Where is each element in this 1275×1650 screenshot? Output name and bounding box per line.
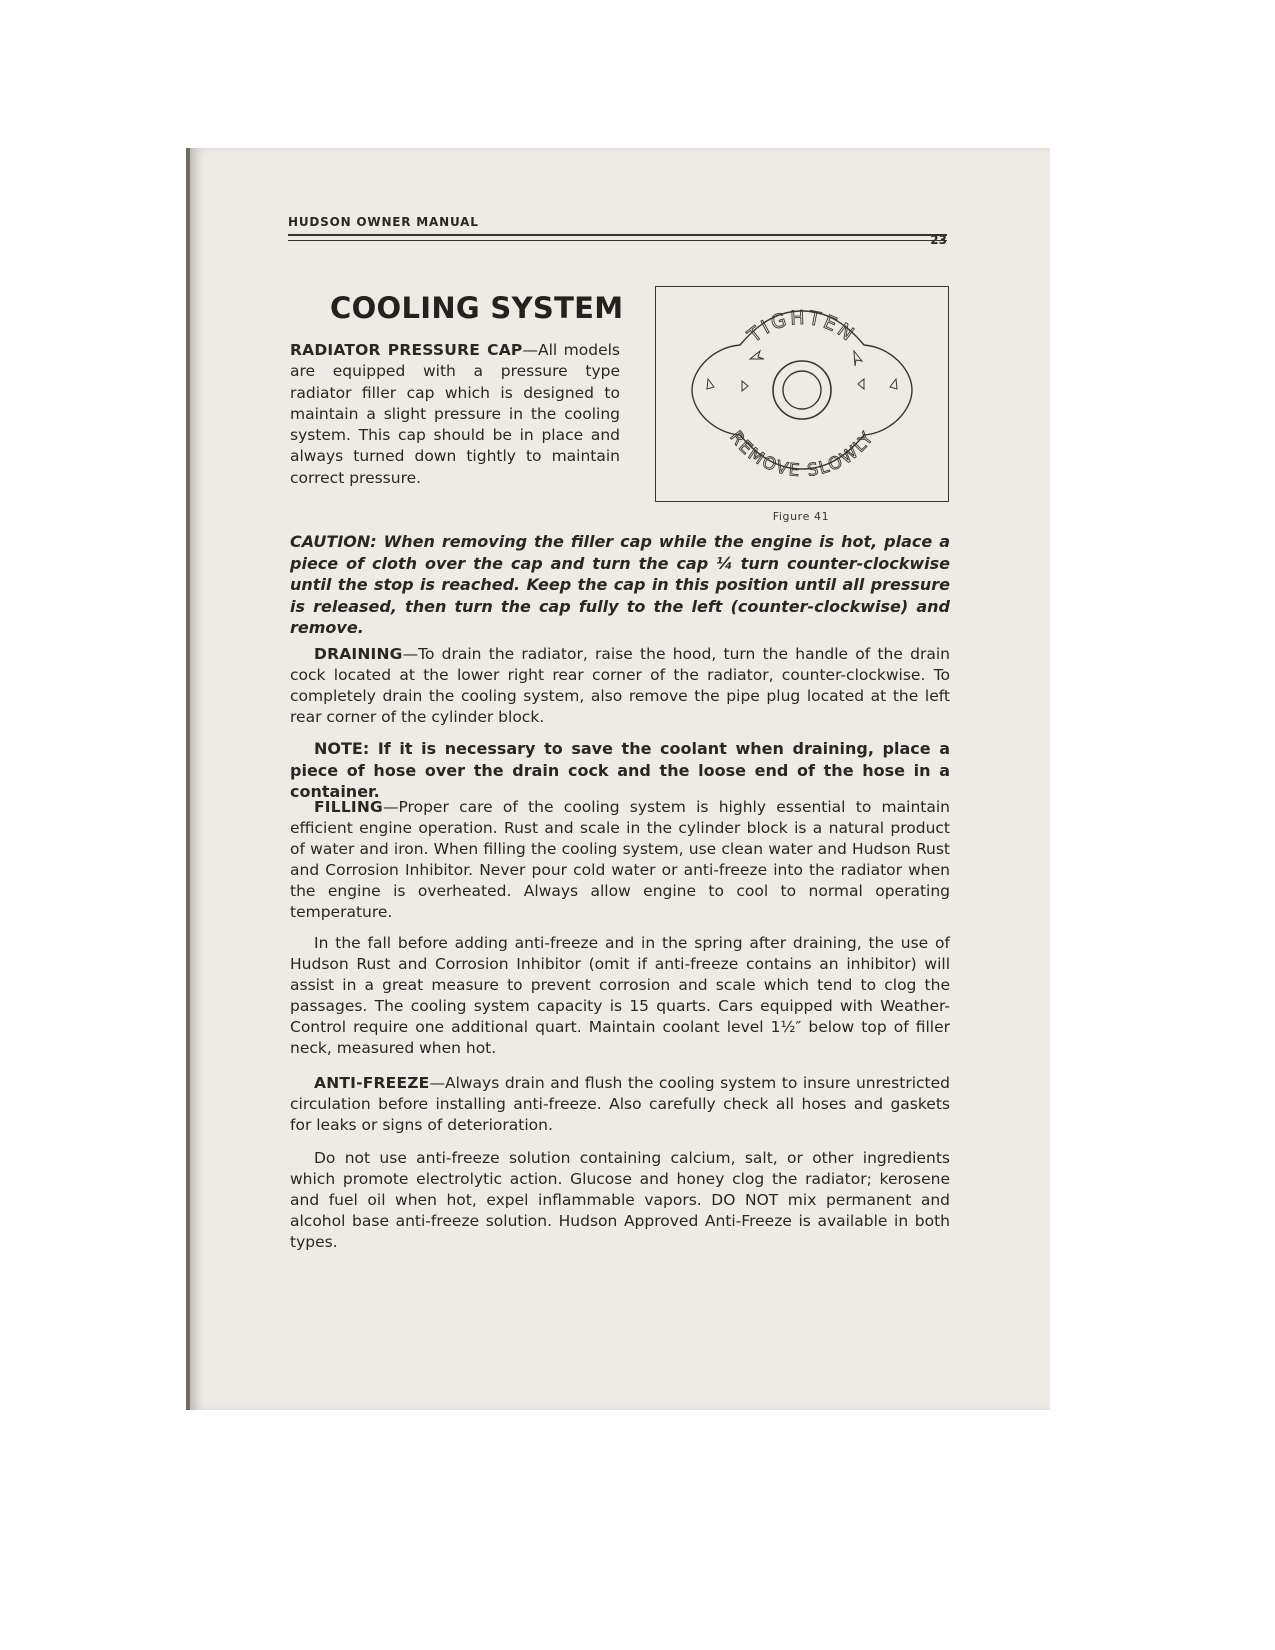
- radiator-cap-paragraph: [290, 340, 620, 489]
- arrow-left-mid-icon: [742, 381, 748, 391]
- do-not-use-paragraph: Do not use anti-freeze solution containing calcium, salt, or other ingredients which promote electrolytic action. Glucose and honey clog the radiator; kerosene and fuel oil when hot, expel inflammable vapors. DO NOT mix permanent and alcohol base anti-freeze solution. Hudson Approved Anti-Freeze is available in both types.: [290, 1149, 950, 1251]
- radiator-cap-lead: RADIATOR PRESSURE CAP: [290, 341, 523, 359]
- radiator-cap-text: —All models are equipped with a pressure type radiator filler cap which is designed to maintain a slight pressure in the cooling system. This cap should be in place and always turned down tightly to maintain correct pressure.: [290, 341, 621, 487]
- figure-41: [655, 286, 949, 502]
- running-header: HUDSON OWNER MANUAL: [288, 215, 479, 229]
- arrow-far-left-icon: [707, 379, 714, 389]
- filling-paragraph: [290, 797, 950, 923]
- draining-text: —To drain the radiator, raise the hood, turn the handle of the drain cock located at the lower right rear corner of the radiator, counter-clockwise. To completely drain the cooling system, also remove the pipe plug located at the left rear corner of the cylinder block.: [290, 645, 950, 726]
- draining-lead: DRAINING: [314, 645, 403, 663]
- arrow-left-top-icon: [750, 351, 764, 359]
- antifreeze-paragraph: [290, 1073, 950, 1136]
- draining-paragraph: [290, 644, 950, 728]
- arrow-right-top-icon: [854, 351, 862, 366]
- figure-caption: Figure 41: [772, 510, 830, 523]
- cap-inner-ring: [783, 371, 821, 409]
- arrow-far-right-icon: [890, 379, 897, 389]
- page-number: 23: [930, 233, 947, 247]
- cap-outer-ring: [773, 361, 831, 419]
- radiator-cap-illustration: [656, 287, 948, 501]
- cap-outline: [692, 311, 912, 469]
- cap-remove-slowly-label: REMOVE SLOWLY: [725, 427, 879, 482]
- manual-page: [186, 148, 1050, 1410]
- filling-text: —Proper care of the cooling system is highly essential to maintain efficient engine operation. Rust and scale in the cylinder block is a natural product of water and iron. When filling the cooling system, use clean water and Hudson Rust and Corrosion Inhibitor. Never pour cold water or anti-freeze into the radiator when the engine is overheated. Always allow engine to cool to normal operating temperature.: [290, 798, 950, 921]
- cap-tighten-label: TIGHTEN: [743, 306, 861, 348]
- arrow-right-mid-icon: [858, 379, 864, 389]
- header-rule: [288, 234, 947, 241]
- caution-paragraph: CAUTION: When removing the filler cap while the engine is hot, place a piece of cloth over the cap and turn the cap ¼ turn counter-clockwise until the stop is reached. Keep the cap in this position until all pressure is released, then turn the cap fully to the left (counter-clockwise) and remove.: [290, 532, 950, 637]
- section-title: COOLING SYSTEM: [330, 291, 624, 325]
- note-paragraph: NOTE: If it is necessary to save the coolant when draining, place a piece of hose over the drain cock and the loose end of the hose in a container.: [290, 739, 950, 801]
- filling-lead: FILLING: [314, 798, 383, 816]
- antifreeze-lead: ANTI-FREEZE: [314, 1074, 430, 1092]
- antifreeze-text: —Always drain and flush the cooling system to insure unrestricted circulation before installing anti-freeze. Also carefully check all hoses and gaskets for leaks or signs of deterioration.: [290, 1074, 950, 1134]
- fall-spring-paragraph: In the fall before adding anti-freeze and in the spring after draining, the use of Hudson Rust and Corrosion Inhibitor (omit if anti-freeze contains an inhibitor) will assist in a great measure to prevent corrosion and scale which tend to clog the passages. The cooling system capacity is 15 quarts. Cars equipped with Weather-Control require one additional quart. Maintain coolant level 1½″ below top of filler neck, measured when hot.: [290, 934, 950, 1057]
